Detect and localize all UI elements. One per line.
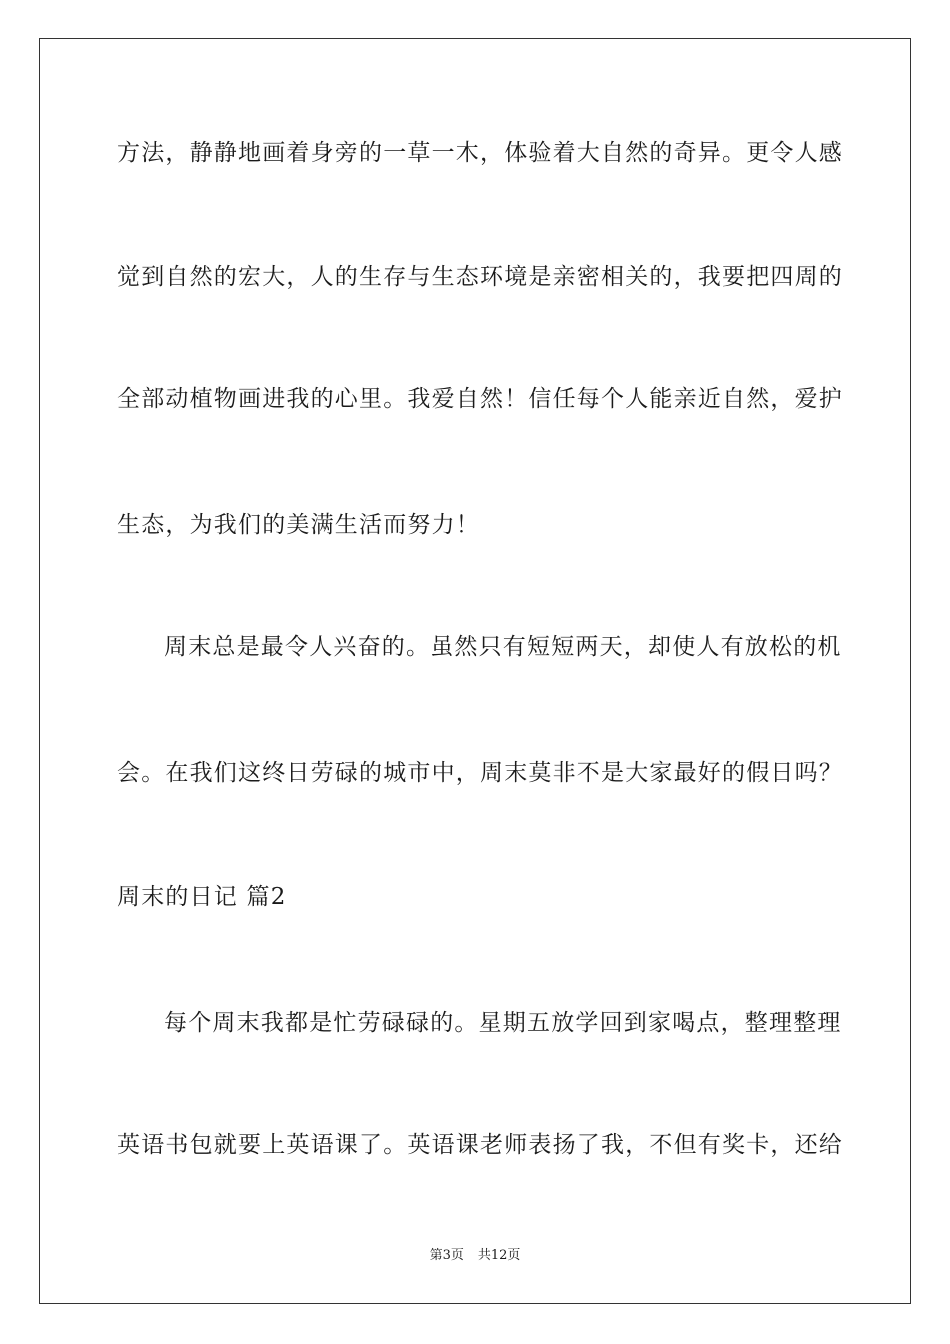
paragraph-line-3: 全部动植物画进我的心里。我爱自然！信任每个人能亲近自然，爱护 [117,386,843,412]
paragraph-line-6: 会。在我们这终日劳碌的城市中，周末莫非不是大家最好的假日吗？ [117,760,843,786]
section-heading: 周末的日记 篇2 [117,884,287,910]
paragraph-line-7: 每个周末我都是忙劳碌碌的。星期五放学回到家喝点，整理整理 [164,1010,842,1036]
page-border [39,38,911,1304]
paragraph-line-5: 周末总是最令人兴奋的。虽然只有短短两天，却使人有放松的机 [164,634,842,660]
page-total: 共12页 [477,1248,521,1263]
page-number: 第3页 [429,1248,464,1263]
paragraph-line-1: 方法，静静地画着身旁的一草一木，体验着大自然的奇异。更令人感 [117,140,843,166]
paragraph-line-4: 生态，为我们的美满生活而努力！ [117,512,480,538]
paragraph-line-8: 英语书包就要上英语课了。英语课老师表扬了我，不但有奖卡，还给 [117,1132,843,1158]
page-footer [0,1246,950,1266]
paragraph-line-2: 觉到自然的宏大，人的生存与生态环境是亲密相关的，我要把四周的 [117,264,843,290]
